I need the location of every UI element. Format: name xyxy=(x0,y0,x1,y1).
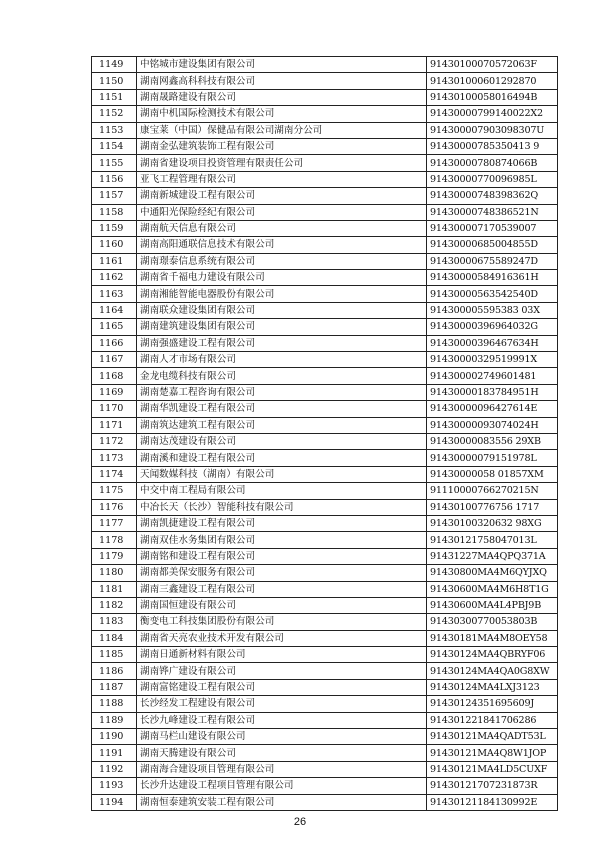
company-name: 湖南湘能智能电器股份有限公司 xyxy=(137,286,427,302)
company-name: 湖南航天信息有限公司 xyxy=(137,220,427,236)
company-name: 亚飞工程管理有限公司 xyxy=(137,171,427,187)
credit-code: 914301221841706286 xyxy=(427,712,558,728)
company-name: 湖南新城建设工程有限公司 xyxy=(137,188,427,204)
row-number: 1167 xyxy=(92,352,137,368)
credit-code: 91430800MA4M6QYJXQ xyxy=(427,565,558,581)
credit-code: 91430121MA4Q8W1JOP xyxy=(427,745,558,761)
table-row xyxy=(92,253,558,269)
company-name: 湖南璟泰信息系统有限公司 xyxy=(137,253,427,269)
row-number: 1179 xyxy=(92,548,137,564)
company-table-body xyxy=(92,57,558,811)
table-row xyxy=(92,630,558,646)
company-name: 湖南溪和建设工程有限公司 xyxy=(137,450,427,466)
credit-code: 91430121758047013L xyxy=(427,532,558,548)
credit-code: 91110000766270215N xyxy=(427,483,558,499)
credit-code: 91430000584916361H xyxy=(427,270,558,286)
row-number: 1184 xyxy=(92,630,137,646)
table-row xyxy=(92,73,558,89)
table-row xyxy=(92,417,558,433)
company-name: 中铭城市建设集团有限公司 xyxy=(137,57,427,73)
company-name: 湖南中机国际检测技术有限公司 xyxy=(137,106,427,122)
table-row xyxy=(92,466,558,482)
company-name: 湖南网鑫高科科技有限公司 xyxy=(137,73,427,89)
row-number: 1177 xyxy=(92,515,137,531)
row-number: 1173 xyxy=(92,450,137,466)
company-name: 长沙九峰建设工程有限公司 xyxy=(137,712,427,728)
table-row xyxy=(92,286,558,302)
table-row xyxy=(92,237,558,253)
row-number: 1178 xyxy=(92,532,137,548)
company-name: 湖南马栏山建设有限公司 xyxy=(137,729,427,745)
company-name: 湖南筑达建筑工程有限公司 xyxy=(137,417,427,433)
table-row xyxy=(92,106,558,122)
company-name: 湖南铭和建设工程有限公司 xyxy=(137,548,427,564)
table-row xyxy=(92,270,558,286)
row-number: 1172 xyxy=(92,433,137,449)
company-name: 金龙电缆科技有限公司 xyxy=(137,368,427,384)
credit-code: 91430000096427614E xyxy=(427,401,558,417)
credit-code: 91430000799140022X2 xyxy=(427,106,558,122)
table-row xyxy=(92,220,558,236)
credit-code: 91430121184130992E xyxy=(427,794,558,810)
table-row xyxy=(92,532,558,548)
credit-code: 91430121707231873R xyxy=(427,778,558,794)
credit-code: 91430121MA4LD5CUXF xyxy=(427,761,558,777)
credit-code: 91430124MA4QA0G8XW xyxy=(427,663,558,679)
credit-code: 91430000079151978L xyxy=(427,450,558,466)
row-number: 1186 xyxy=(92,663,137,679)
row-number: 1158 xyxy=(92,204,137,220)
company-name: 湖南金弘建筑装饰工程有限公司 xyxy=(137,138,427,154)
table-row xyxy=(92,401,558,417)
credit-code: 91430000563542540D xyxy=(427,286,558,302)
credit-code: 914301000601292870 xyxy=(427,73,558,89)
company-name: 湖南华凯建设工程有限公司 xyxy=(137,401,427,417)
table-row xyxy=(92,171,558,187)
table-row xyxy=(92,581,558,597)
credit-code: 91430000748398362Q xyxy=(427,188,558,204)
company-name: 湖南铧广建设有限公司 xyxy=(137,663,427,679)
row-number: 1168 xyxy=(92,368,137,384)
company-name: 湖南日通新材料有限公司 xyxy=(137,647,427,663)
table-row xyxy=(92,368,558,384)
row-number: 1157 xyxy=(92,188,137,204)
company-name: 湖南天腾建设有限公司 xyxy=(137,745,427,761)
credit-code: 91430100320632 98XG xyxy=(427,515,558,531)
row-number: 1171 xyxy=(92,417,137,433)
credit-code: 91430000396467634H xyxy=(427,335,558,351)
row-number: 1166 xyxy=(92,335,137,351)
table-row xyxy=(92,761,558,777)
credit-code: 91430100058016494B xyxy=(427,89,558,105)
credit-code: 91430300770053803B xyxy=(427,614,558,630)
row-number: 1192 xyxy=(92,761,137,777)
table-row xyxy=(92,548,558,564)
row-number: 1181 xyxy=(92,581,137,597)
credit-code: 91430600MA4L4PBJ9B xyxy=(427,597,558,613)
credit-code: 91430000396964032G xyxy=(427,319,558,335)
company-name: 中交中南工程局有限公司 xyxy=(137,483,427,499)
table-row xyxy=(92,450,558,466)
row-number: 1159 xyxy=(92,220,137,236)
company-name: 湖南高阳通联信息技术有限公司 xyxy=(137,237,427,253)
credit-code: 91430000093074024H xyxy=(427,417,558,433)
row-number: 1176 xyxy=(92,499,137,515)
credit-code: 91430000329519991X xyxy=(427,352,558,368)
company-name: 湖南联众建设集团有限公司 xyxy=(137,302,427,318)
row-number: 1149 xyxy=(92,57,137,73)
credit-code: 914300007903098307U xyxy=(427,122,558,138)
row-number: 1163 xyxy=(92,286,137,302)
company-name: 湖南省建设项目投资管理有限责任公司 xyxy=(137,155,427,171)
table-row xyxy=(92,335,558,351)
company-name: 湖南国恒建设有限公司 xyxy=(137,597,427,613)
company-name: 中通阳光保险经纪有限公司 xyxy=(137,204,427,220)
company-name: 湖南达茂建设有限公司 xyxy=(137,433,427,449)
table-row xyxy=(92,204,558,220)
company-name: 湖南省千福电力建设有限公司 xyxy=(137,270,427,286)
credit-code: 914300007170539007 xyxy=(427,220,558,236)
credit-code: 91430000780874066B xyxy=(427,155,558,171)
row-number: 1175 xyxy=(92,483,137,499)
row-number: 1193 xyxy=(92,778,137,794)
credit-code: 91430000058 01857XM xyxy=(427,466,558,482)
credit-code: 91430100776756 1717 xyxy=(427,499,558,515)
company-table xyxy=(91,56,558,811)
table-row xyxy=(92,302,558,318)
table-row xyxy=(92,712,558,728)
table-row xyxy=(92,319,558,335)
table-row xyxy=(92,778,558,794)
table-row xyxy=(92,138,558,154)
table-row xyxy=(92,89,558,105)
table-row xyxy=(92,433,558,449)
table-row xyxy=(92,188,558,204)
table-row xyxy=(92,696,558,712)
table-row xyxy=(92,647,558,663)
table-row xyxy=(92,663,558,679)
credit-code: 91430121MA4QADT53L xyxy=(427,729,558,745)
credit-code: 914300005595383 03X xyxy=(427,302,558,318)
row-number: 1191 xyxy=(92,745,137,761)
company-name: 衡变电工科技集团股份有限公司 xyxy=(137,614,427,630)
row-number: 1150 xyxy=(92,73,137,89)
table-row xyxy=(92,794,558,810)
page-number: 26 xyxy=(293,816,307,828)
table-row xyxy=(92,352,558,368)
table-row xyxy=(92,515,558,531)
row-number: 1185 xyxy=(92,647,137,663)
table-row xyxy=(92,565,558,581)
credit-code: 91430000748386521N xyxy=(427,204,558,220)
row-number: 1194 xyxy=(92,794,137,810)
company-name: 湖南凯捷建设工程有限公司 xyxy=(137,515,427,531)
company-name: 湖南省天亮农业技术开发有限公司 xyxy=(137,630,427,646)
row-number: 1174 xyxy=(92,466,137,482)
company-name: 湖南三鑫建设工程有限公司 xyxy=(137,581,427,597)
credit-code: 91430000083556 29XB xyxy=(427,433,558,449)
company-name: 湖南晟路建设有限公司 xyxy=(137,89,427,105)
row-number: 1190 xyxy=(92,729,137,745)
row-number: 1152 xyxy=(92,106,137,122)
row-number: 1156 xyxy=(92,171,137,187)
row-number: 1187 xyxy=(92,679,137,695)
company-name: 湖南双佳水务集团有限公司 xyxy=(137,532,427,548)
company-name: 长沙经发工程建设有限公司 xyxy=(137,696,427,712)
table-row xyxy=(92,155,558,171)
table-row xyxy=(92,597,558,613)
table-row xyxy=(92,483,558,499)
credit-code: 91430000770096985L xyxy=(427,171,558,187)
credit-code: 91430600MA4M6H8T1G xyxy=(427,581,558,597)
table-row xyxy=(92,499,558,515)
table-row xyxy=(92,745,558,761)
row-number: 1164 xyxy=(92,302,137,318)
row-number: 1154 xyxy=(92,138,137,154)
credit-code: 91430000785350413 9 xyxy=(427,138,558,154)
credit-code: 91431227MA4QPQ371A xyxy=(427,548,558,564)
company-name: 康宝莱（中国）保健品有限公司湖南分公司 xyxy=(137,122,427,138)
row-number: 1155 xyxy=(92,155,137,171)
row-number: 1189 xyxy=(92,712,137,728)
credit-code: 91430124351695609J xyxy=(427,696,558,712)
table-row xyxy=(92,122,558,138)
row-number: 1160 xyxy=(92,237,137,253)
row-number: 1188 xyxy=(92,696,137,712)
row-number: 1151 xyxy=(92,89,137,105)
company-name: 湖南建筑建设集团有限公司 xyxy=(137,319,427,335)
row-number: 1162 xyxy=(92,270,137,286)
company-name: 湖南楚嘉工程咨询有限公司 xyxy=(137,384,427,400)
credit-code: 914300002749601481 xyxy=(427,368,558,384)
row-number: 1153 xyxy=(92,122,137,138)
credit-code: 91430181MA4M8OEY58 xyxy=(427,630,558,646)
credit-code: 91430000183784951H xyxy=(427,384,558,400)
credit-code: 91430124MA4QBRYF06 xyxy=(427,647,558,663)
company-name: 湖南强盛建设工程有限公司 xyxy=(137,335,427,351)
credit-code: 91430100070572063F xyxy=(427,57,558,73)
company-name: 湖南恒泰建筑安装工程有限公司 xyxy=(137,794,427,810)
company-name: 湖南富铭建设工程有限公司 xyxy=(137,679,427,695)
row-number: 1183 xyxy=(92,614,137,630)
company-name: 湖南人才市场有限公司 xyxy=(137,352,427,368)
row-number: 1169 xyxy=(92,384,137,400)
credit-code: 91430000675589247D xyxy=(427,253,558,269)
table-row xyxy=(92,384,558,400)
credit-code: 91430124MA4LXJ3123 xyxy=(427,679,558,695)
table-row xyxy=(92,614,558,630)
company-name: 长沙升达建设工程项目管理有限公司 xyxy=(137,778,427,794)
table-row xyxy=(92,679,558,695)
row-number: 1180 xyxy=(92,565,137,581)
row-number: 1170 xyxy=(92,401,137,417)
company-name: 湖南都美保安服务有限公司 xyxy=(137,565,427,581)
company-name: 湖南海合建设项目管理有限公司 xyxy=(137,761,427,777)
row-number: 1161 xyxy=(92,253,137,269)
row-number: 1182 xyxy=(92,597,137,613)
table-row xyxy=(92,729,558,745)
table-row xyxy=(92,57,558,73)
credit-code: 91430000685004855D xyxy=(427,237,558,253)
company-name: 中冶长天（长沙）智能科技有限公司 xyxy=(137,499,427,515)
row-number: 1165 xyxy=(92,319,137,335)
company-name: 天闻数媒科技（湖南）有限公司 xyxy=(137,466,427,482)
company-table-container xyxy=(91,56,548,811)
